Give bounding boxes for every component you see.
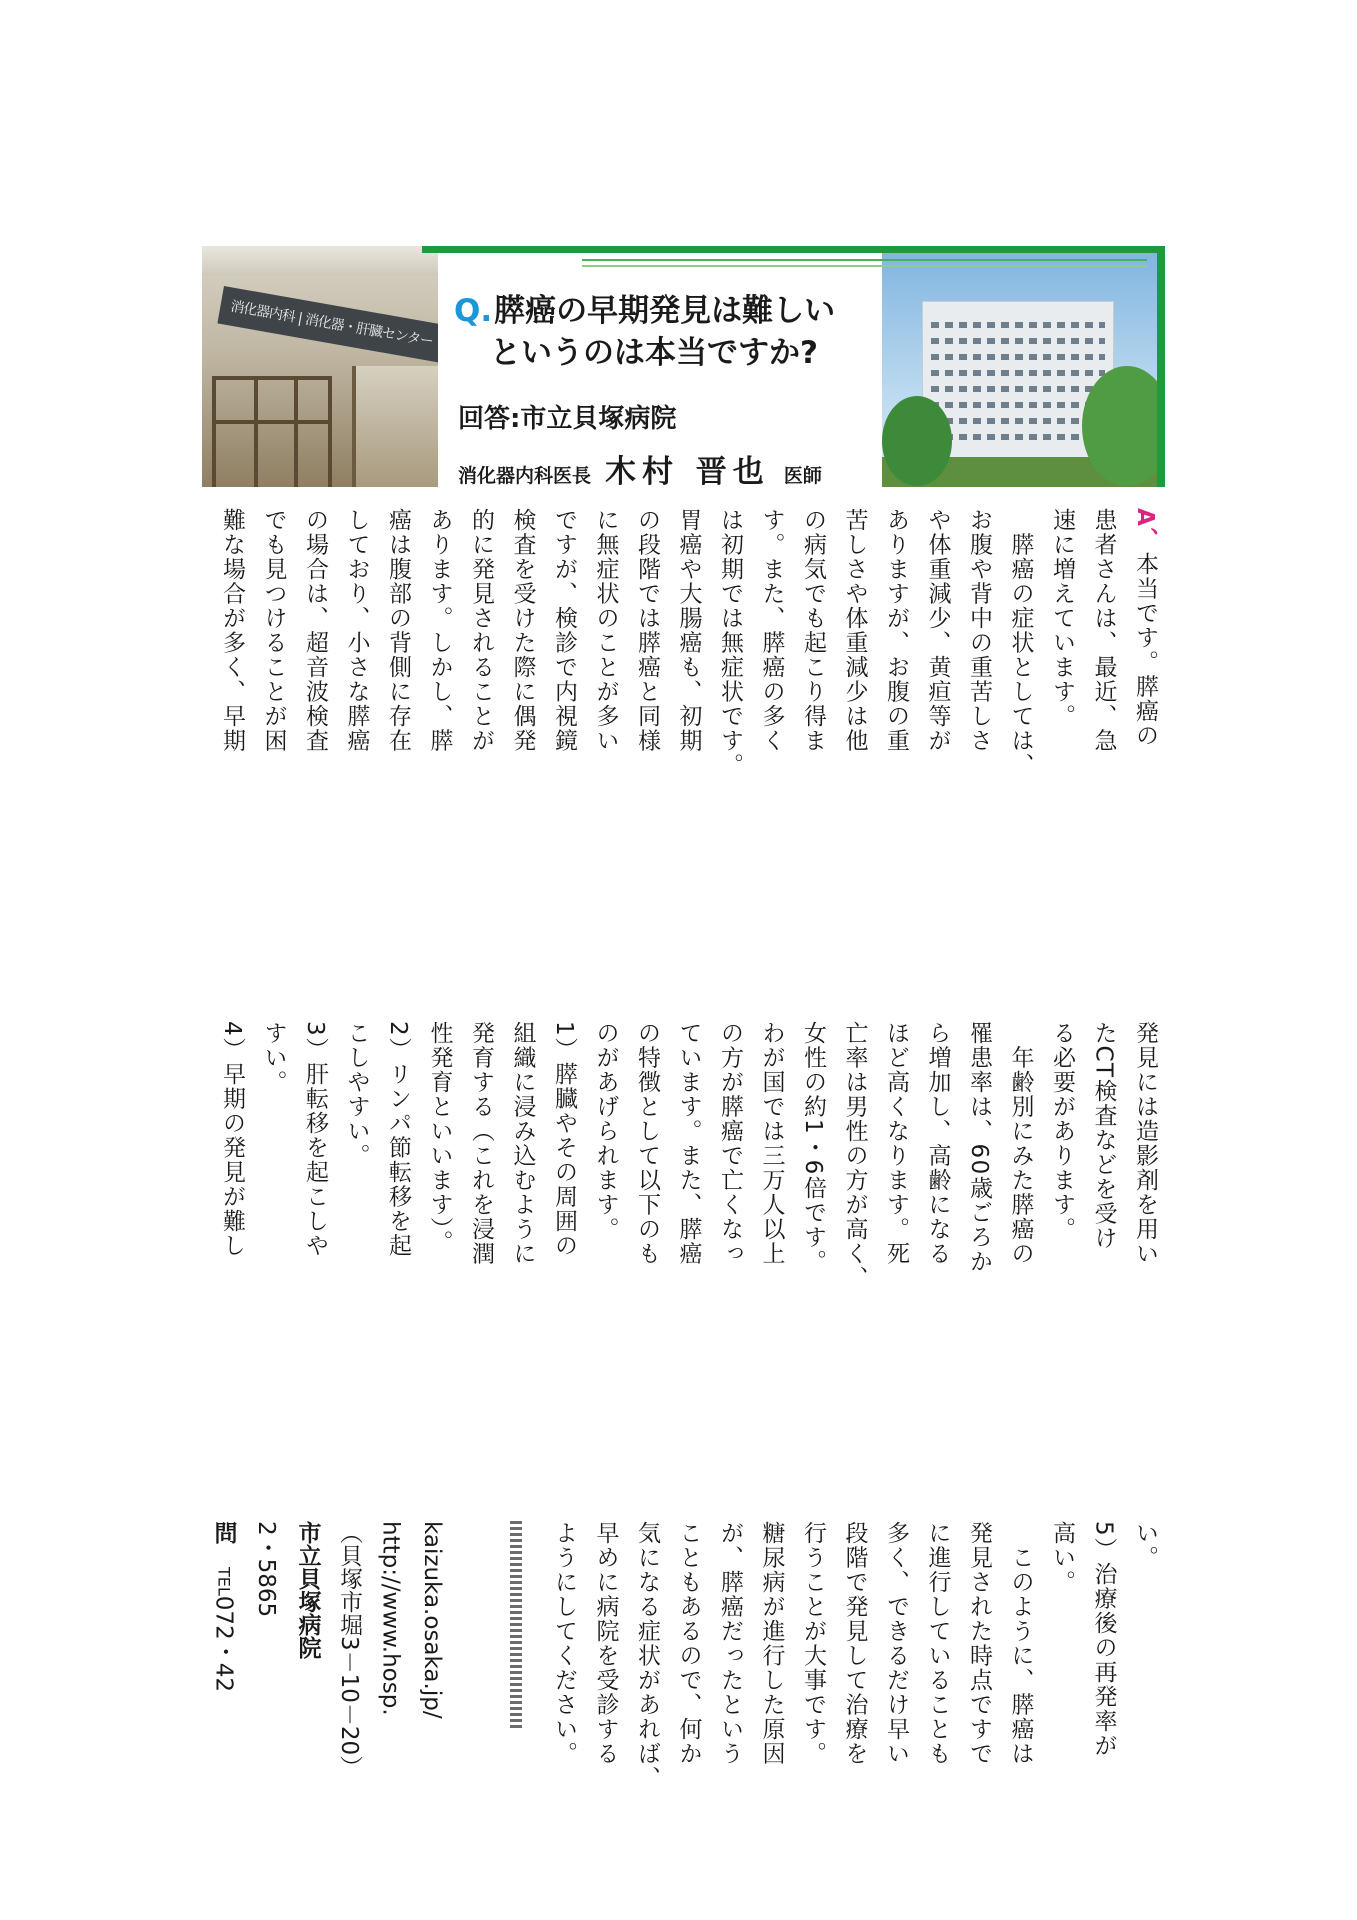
text-line: 気になる症状があれば、 — [634, 1521, 660, 1791]
text-line: の病気でも起こり得ま — [800, 508, 826, 753]
body-tier-1 — [211, 508, 1166, 998]
photo-window — [352, 366, 438, 487]
photo-door-frame — [212, 376, 332, 487]
text-line: ようにしてください。 — [551, 1521, 577, 1766]
text-line: しており、小さな膵癌 — [343, 508, 370, 753]
text-line: あります。しかし、膵 — [426, 508, 453, 753]
photo-ceiling — [202, 246, 438, 276]
text-line: たCT検査などを受け — [1090, 1021, 1117, 1251]
text-line: ています。また、膵癌 — [675, 1021, 702, 1266]
text-line: 行うことが大事です。 — [800, 1521, 826, 1766]
hospital-building-photo — [882, 246, 1157, 487]
text-line: 組織に浸み込むように — [509, 1021, 536, 1266]
text-line: は初期では無症状です。 — [717, 508, 743, 778]
text-line: 2）リンパ節転移を起 — [385, 1021, 411, 1258]
text-line: ほど高くなります。死 — [883, 1021, 909, 1266]
question-mark: Q. — [454, 293, 493, 329]
text-line: ですが、検診で内視鏡 — [551, 508, 577, 753]
text-line: お腹や背中の重苦しさ — [966, 508, 992, 753]
contact-line-url-1: http://www.hosp. — [377, 1521, 404, 1716]
text-line: 高い。 — [1049, 1521, 1075, 1595]
question-text-2: というのは本当ですか? — [490, 335, 818, 371]
text-line: 5）治療後の再発率が — [1090, 1521, 1117, 1758]
contact-block — [202, 1521, 452, 1778]
question-line-2 — [454, 332, 835, 374]
contact-hospital-name: 市立貝塚病院 — [294, 1521, 321, 1659]
text-line: 女性の約1・6倍です。 — [800, 1021, 826, 1274]
text-line: A、本当です。膵癌の — [1132, 508, 1158, 748]
contact-phone-1: 072・42 — [210, 1595, 237, 1692]
contact-separator — [510, 1521, 522, 1731]
text-line: 膵癌の症状としては、 — [1007, 508, 1034, 778]
text-line: い。 — [1132, 1521, 1158, 1570]
text-line: 速に増えています。 — [1049, 508, 1075, 729]
body-tier-3 — [543, 1521, 1166, 1791]
text-line: でも見つけることが困 — [260, 508, 287, 753]
header-green-line — [582, 265, 1147, 267]
text-line: が、膵癌だったという — [717, 1521, 743, 1766]
text-line: ありますが、お腹の重 — [883, 508, 909, 753]
header-green-edge — [1157, 246, 1165, 487]
text-line: 発育する（これを浸潤 — [468, 1021, 494, 1266]
tel-label: TEL — [214, 1567, 234, 1596]
answer-mark: A、 — [1132, 508, 1158, 552]
doctor-name: 木村 晋也 — [605, 454, 770, 487]
text-line: ら増加し、高齢になる — [924, 1021, 951, 1266]
question-line-1 — [454, 290, 835, 332]
answer-label: 回答:市立貝塚病院 — [458, 404, 677, 434]
doctor-title: 医師 — [783, 465, 822, 487]
article-header — [202, 246, 1165, 487]
text-line: 患者さんは、最近、急 — [1090, 508, 1117, 753]
text-line: 多く、できるだけ早い — [883, 1521, 909, 1766]
doctor-byline — [458, 446, 822, 487]
text-line: すい。 — [260, 1021, 287, 1095]
body-tier-2 — [211, 1021, 1166, 1481]
text-line: こしやすい。 — [343, 1021, 370, 1168]
text-line: 罹患率は、60歳ごろか — [966, 1021, 992, 1274]
text-line: に無症状のことが多い — [592, 508, 619, 753]
text-line: わが国では三万人以上 — [758, 1021, 785, 1266]
text-line: 苦しさや体重減少は他 — [841, 508, 868, 753]
text-line: 早めに病院を受診する — [592, 1521, 619, 1766]
article — [202, 246, 1165, 1791]
text-line: 性発育といいます）。 — [426, 1021, 453, 1255]
text-line: こともあるので、何か — [675, 1521, 702, 1766]
department-sign: 消化器内科 | 消化器・肝臓センター — [217, 286, 438, 363]
header-green-line — [582, 259, 1147, 261]
doctor-department: 消化器内科医長 — [458, 465, 592, 487]
text-line: 癌は腹部の背側に存在 — [385, 508, 411, 753]
text-line: 段階で発見して治療を — [841, 1521, 868, 1766]
text-line: 糖尿病が進行した原因 — [758, 1521, 785, 1766]
question-title — [454, 290, 835, 374]
text-line: の方が膵癌で亡くなっ — [717, 1021, 743, 1266]
text-line: 難な場合が多く、早期 — [219, 508, 245, 753]
text-line: 年齢別にみた膵癌の — [1007, 1021, 1034, 1266]
text-line: このように、膵癌は — [1007, 1521, 1034, 1766]
text-line: す。また、膵癌の多く — [758, 508, 785, 753]
inquiry-mark: 問 — [210, 1521, 237, 1544]
question-text-1: 膵癌の早期発見は難しい — [494, 293, 836, 329]
text-line: 1）膵臓やその周囲の — [551, 1021, 577, 1258]
text-line: 胃癌や大腸癌も、初期 — [675, 508, 702, 753]
text-line: の特徴として以下のも — [634, 1021, 660, 1266]
hospital-interior-photo — [202, 246, 438, 487]
text-line: や体重減少、黄疸等が — [924, 508, 951, 753]
text-line: の場合は、超音波検査 — [302, 508, 328, 753]
text-line: のがあげられます。 — [592, 1021, 619, 1242]
text-line: 3）肝転移を起こしや — [302, 1021, 328, 1258]
photo-tree — [882, 396, 952, 486]
header-green-bar — [422, 246, 1165, 253]
text-line: に進行していることも — [924, 1521, 951, 1766]
contact-line-url-2: kaizuka.osaka.jp/ — [419, 1521, 445, 1719]
text-line: 4）早期の発見が難し — [219, 1021, 245, 1258]
text-line: 検査を受けた際に偶発 — [509, 508, 536, 753]
text-line: の段階では膵癌と同様 — [634, 508, 660, 753]
contact-address: （貝塚市堀3－10－20） — [336, 1521, 362, 1779]
text-line: 発見には造影剤を用い — [1132, 1021, 1158, 1266]
text-line: 発見された時点ですで — [966, 1521, 992, 1766]
text-line: る必要があります。 — [1049, 1021, 1075, 1242]
contact-phone-line — [202, 1521, 245, 1778]
text-line: 亡率は男性の方が高く、 — [841, 1021, 868, 1291]
text-line: 的に発見されることが — [468, 508, 494, 753]
contact-phone-2: 2・5865 — [253, 1521, 279, 1618]
